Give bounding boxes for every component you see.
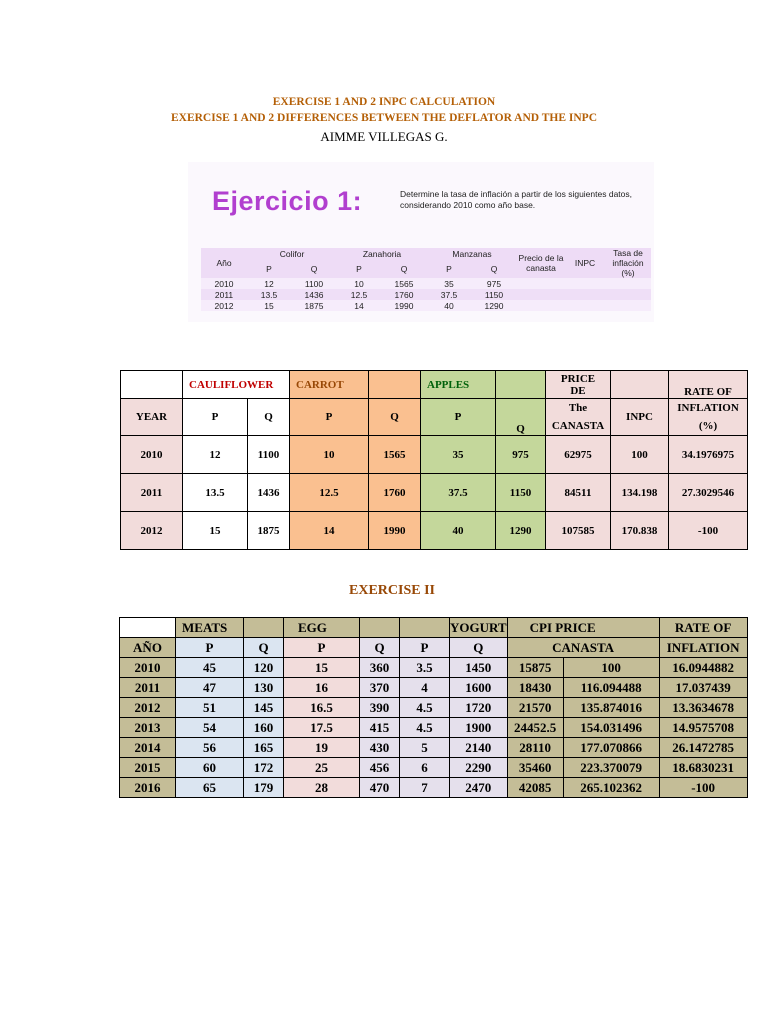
mini-row (201, 278, 651, 289)
cell: 24452.5 (507, 718, 563, 738)
exercise-1-result-table (120, 370, 748, 550)
cell: 15875 (507, 658, 563, 678)
cell: 37.5 (421, 474, 496, 512)
cell: 1990 (369, 512, 421, 550)
cell: 12 (183, 436, 248, 474)
cell: 19 (284, 738, 360, 758)
cell: 1450 (450, 658, 508, 678)
mini-header-precio: Precio de la canasta (518, 253, 564, 273)
cell: 130 (244, 678, 284, 698)
cell: 10 (354, 278, 364, 289)
cell: 28110 (507, 738, 563, 758)
cell: 107585 (546, 512, 611, 550)
empty-cell (360, 618, 400, 638)
header-year: YEAR (121, 399, 183, 436)
cell: 65 (176, 778, 244, 798)
header-price-de: PRICE DE (546, 371, 611, 399)
mini-q: Q (400, 263, 408, 274)
cell: 13.3634678 (659, 698, 747, 718)
mini-p: P (356, 263, 362, 274)
header-ano: AÑO (120, 638, 176, 658)
mini-row (201, 289, 651, 300)
author-name: AIMME VILLEGAS G. (320, 129, 448, 144)
mini-q: Q (490, 263, 498, 274)
empty-cell (244, 618, 284, 638)
cell: 2140 (450, 738, 508, 758)
cell: 15 (284, 658, 360, 678)
cell: 7 (400, 778, 450, 798)
header-the: The (568, 402, 588, 414)
cell: 172 (244, 758, 284, 778)
cell: 1875 (304, 300, 324, 311)
header-p: P (176, 638, 244, 658)
cell: 1150 (484, 289, 504, 300)
header-q: Q (450, 638, 508, 658)
cell: 1990 (394, 300, 414, 311)
exercise-1-image (188, 162, 654, 322)
cell: 14.9575708 (659, 718, 747, 738)
cell: 2010 (120, 658, 176, 678)
cell: -100 (659, 778, 747, 798)
cell: 2014 (120, 738, 176, 758)
cell: 16 (284, 678, 360, 698)
header-p: P (183, 399, 248, 436)
cell: 415 (360, 718, 400, 738)
cell: 1436 (248, 474, 290, 512)
header-p: P (421, 399, 496, 436)
cell: 12 (264, 278, 274, 289)
mini-header-zanahoria: Zanahoria (362, 248, 402, 259)
cell: 12.5 (290, 474, 369, 512)
cell: 1290 (496, 512, 546, 550)
heading-inpc-calculation: EXERCISE 1 AND 2 INPC CALCULATION (272, 96, 496, 108)
exercise-1-source-table (201, 248, 651, 311)
heading-deflator-differences: EXERCISE 1 AND 2 DIFFERENCES BETWEEN THE DEFLATOR AND THE INPC (170, 112, 598, 124)
exercise-1-title: Ejercicio 1: (212, 186, 363, 216)
cell: 4 (400, 678, 450, 698)
cell: 116.094488 (563, 678, 659, 698)
exercise-2-table (119, 617, 748, 798)
cell: 390 (360, 698, 400, 718)
cell: 5 (400, 738, 450, 758)
table-row (120, 778, 748, 798)
cell: 6 (400, 758, 450, 778)
cell: 4.5 (400, 718, 450, 738)
cell: 13.5 (260, 289, 278, 300)
cell: 18.6830231 (659, 758, 747, 778)
cell: 60 (176, 758, 244, 778)
cell: 265.102362 (563, 778, 659, 798)
cell: 1565 (394, 278, 414, 289)
cell: 177.070866 (563, 738, 659, 758)
cell: 134.198 (611, 474, 669, 512)
header-cpi-price: CPI PRICE (507, 618, 659, 638)
exercise-1-description: Determine la tasa de inflación a partir de los siguientes datos, considerando 2010 como año base. (400, 189, 632, 210)
cell: 2013 (120, 718, 176, 738)
cell: 1900 (450, 718, 508, 738)
cell: 456 (360, 758, 400, 778)
mini-header-colifor: Colifor (279, 248, 305, 259)
header-p: P (284, 638, 360, 658)
mini-header-inpc: INPC (574, 258, 596, 268)
header-rate-of: RATE OF (659, 618, 747, 638)
cell: 170.838 (611, 512, 669, 550)
cell: 1290 (484, 300, 504, 311)
table-row (120, 738, 748, 758)
cell: 18430 (507, 678, 563, 698)
mini-q: Q (310, 263, 318, 274)
cell: 2016 (120, 778, 176, 798)
table-row (120, 758, 748, 778)
table-row (120, 698, 748, 718)
cell: 2015 (120, 758, 176, 778)
cell: 2010 (121, 436, 183, 474)
header-canasta: CANASTA (551, 420, 605, 432)
cell: 27.3029546 (669, 474, 748, 512)
mini-row (201, 300, 651, 311)
cell: 223.370079 (563, 758, 659, 778)
cell: 100 (563, 658, 659, 678)
cell: 2010 (214, 278, 234, 289)
header-q: Q (360, 638, 400, 658)
cell: 975 (496, 436, 546, 474)
cell: 145 (244, 698, 284, 718)
cell: 15 (183, 512, 248, 550)
header-p: P (290, 399, 369, 436)
cell: 2011 (121, 474, 183, 512)
cell: 2012 (120, 698, 176, 718)
empty-cell (121, 371, 183, 399)
cell: 1600 (450, 678, 508, 698)
cell: 35 (444, 278, 454, 289)
cell: 56 (176, 738, 244, 758)
cell: -100 (669, 512, 748, 550)
cell: 15 (264, 300, 274, 311)
cell: 1100 (248, 436, 290, 474)
cell: 40 (421, 512, 496, 550)
cell: 14 (290, 512, 369, 550)
cell: 2012 (121, 512, 183, 550)
header-cauliflower: CAULIFLOWER (183, 371, 290, 399)
table-row (120, 658, 748, 678)
mini-header-tasa: Tasa de inflación (%) (612, 248, 644, 278)
header-canasta: CANASTA (507, 638, 659, 658)
cell: 2290 (450, 758, 508, 778)
table-row (121, 512, 748, 550)
header-q: Q (496, 399, 546, 436)
header-inflation: INFLATION (659, 638, 747, 658)
header-meats: MEATS (176, 618, 244, 638)
cell: 37.5 (440, 289, 458, 300)
cell: 160 (244, 718, 284, 738)
cell: 35 (421, 436, 496, 474)
cell: 154.031496 (563, 718, 659, 738)
header-rate-of: RATE OF (669, 371, 748, 399)
cell: 25 (284, 758, 360, 778)
cell: 179 (244, 778, 284, 798)
cell: 12.5 (350, 289, 368, 300)
header-pct: (%) (698, 420, 718, 432)
header-inflation-pct (669, 399, 748, 436)
cell: 430 (360, 738, 400, 758)
cell: 28 (284, 778, 360, 798)
cell: 1150 (496, 474, 546, 512)
empty-cell (120, 618, 176, 638)
cell: 975 (486, 278, 502, 289)
cell: 10 (290, 436, 369, 474)
cell: 135.874016 (563, 698, 659, 718)
cell: 100 (611, 436, 669, 474)
header-carrot: CARROT (290, 371, 369, 399)
empty-cell (611, 371, 669, 399)
table-row (120, 718, 748, 738)
mini-p: P (266, 263, 272, 274)
cell: 3.5 (400, 658, 450, 678)
cell: 1100 (304, 278, 324, 289)
header-q: Q (369, 399, 421, 436)
header-egg: EGG (284, 618, 360, 638)
empty-cell (400, 618, 450, 638)
cell: 1875 (248, 512, 290, 550)
empty-cell (496, 371, 546, 399)
header-apples: APPLES (421, 371, 496, 399)
cell: 2470 (450, 778, 508, 798)
cell: 45 (176, 658, 244, 678)
cell: 84511 (546, 474, 611, 512)
cell: 470 (360, 778, 400, 798)
cell: 17.5 (284, 718, 360, 738)
cell: 2011 (214, 289, 234, 300)
cell: 35460 (507, 758, 563, 778)
cell: 1760 (369, 474, 421, 512)
header-yogurt: YOGURT (450, 618, 508, 638)
cell: 360 (360, 658, 400, 678)
header-inpc: INPC (611, 399, 669, 436)
empty-cell (369, 371, 421, 399)
cell: 13.5 (183, 474, 248, 512)
cell: 1565 (369, 436, 421, 474)
exercise-2-title: EXERCISE II (349, 583, 435, 598)
cell: 16.0944882 (659, 658, 747, 678)
cell: 47 (176, 678, 244, 698)
cell: 2011 (120, 678, 176, 698)
header-the-canasta (546, 399, 611, 436)
cell: 14 (354, 300, 364, 311)
cell: 21570 (507, 698, 563, 718)
cell: 1760 (394, 289, 414, 300)
header-inflation: INFLATION (677, 402, 739, 414)
cell: 26.1472785 (659, 738, 747, 758)
cell: 16.5 (284, 698, 360, 718)
cell: 370 (360, 678, 400, 698)
cell: 1720 (450, 698, 508, 718)
mini-p: P (446, 263, 452, 274)
header-q: Q (244, 638, 284, 658)
mini-header-manzanas: Manzanas (452, 248, 492, 259)
cell: 51 (176, 698, 244, 718)
cell: 120 (244, 658, 284, 678)
cell: 40 (444, 300, 454, 311)
table-row (121, 474, 748, 512)
cell: 34.1976975 (669, 436, 748, 474)
mini-header-year: Año (216, 258, 232, 268)
cell: 54 (176, 718, 244, 738)
cell: 42085 (507, 778, 563, 798)
cell: 165 (244, 738, 284, 758)
cell: 1436 (304, 289, 324, 300)
cell: 4.5 (400, 698, 450, 718)
table-row (121, 436, 748, 474)
header-p: P (400, 638, 450, 658)
cell: 17.037439 (659, 678, 747, 698)
table-row (120, 678, 748, 698)
header-q: Q (248, 399, 290, 436)
cell: 62975 (546, 436, 611, 474)
cell: 2012 (214, 300, 234, 311)
